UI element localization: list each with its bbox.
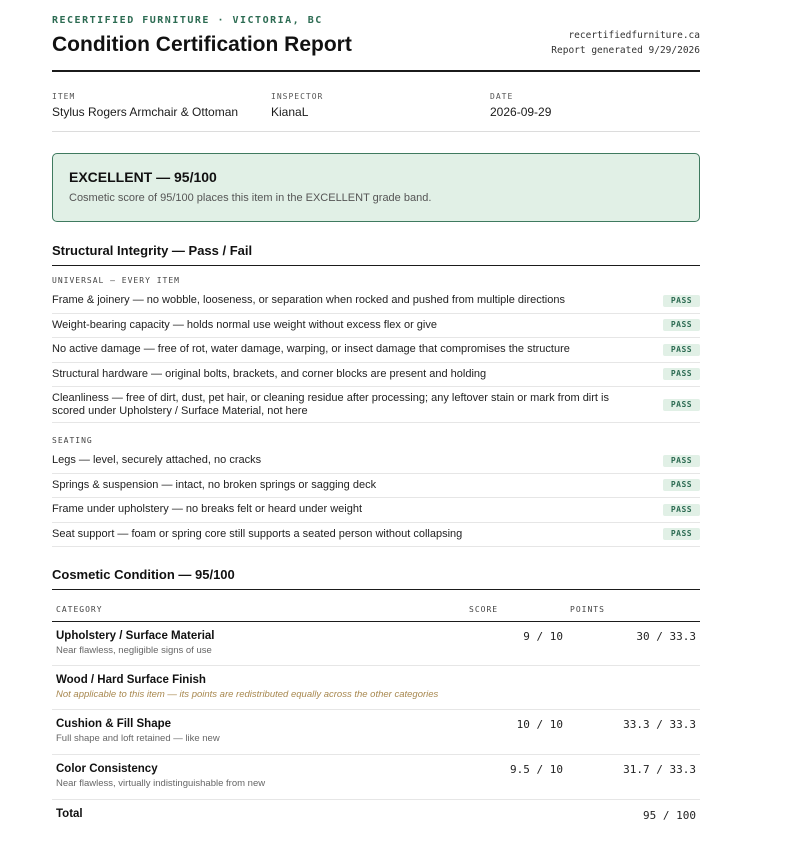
grade-summary-box [52,153,700,222]
status-badge: PASS [663,344,700,356]
check-row [52,449,700,474]
check-text: Frame under upholstery — no breaks felt or heard under weight [52,503,362,516]
cosmetic-category-description: Full shape and loft retained — like new [56,733,220,744]
brand-name: RECERTIFIED FURNITURE · VICTORIA, BC [52,15,323,26]
col-points-header: POINTS [570,605,605,614]
check-row [52,314,700,339]
meta-date [490,92,551,119]
status-badge: PASS [663,399,700,411]
cosmetic-category-name: Color Consistency [56,763,158,775]
cosmetic-row [52,666,700,710]
cosmetic-category-name: Cushion & Fill Shape [56,718,172,730]
site-url[interactable]: recertifiedfurniture.ca [568,30,700,41]
check-row [52,338,700,363]
grade-title: EXCELLENT — 95/100 [69,169,217,185]
cosmetic-table-body [52,622,700,800]
structural-section-title: Structural Integrity — Pass / Fail [52,243,700,266]
total-value: 95 / 100 [643,809,696,822]
check-row [52,523,700,548]
cosmetic-category-name: Upholstery / Surface Material [56,630,215,642]
meta-inspector-label: INSPECTOR [271,92,324,101]
cosmetic-score: 10 / 10 [516,718,563,731]
status-badge: PASS [663,528,700,540]
seating-check-list [52,449,700,547]
check-row [52,474,700,499]
cosmetic-category-description: Not applicable to this item — its points are redistributed equally across the other categories [56,689,439,700]
cosmetic-row [52,755,700,800]
grade-description: Cosmetic score of 95/100 places this item in the EXCELLENT grade band. [69,192,432,204]
check-text: Seat support — foam or spring core still supports a seated person without collapsing [52,527,463,540]
col-category-header: CATEGORY [56,605,103,614]
check-row [52,363,700,388]
status-badge: PASS [663,504,700,516]
status-badge: PASS [663,319,700,331]
cosmetic-score: 9 / 10 [523,630,563,643]
cosmetic-section-title: Cosmetic Condition — 95/100 [52,567,700,590]
cosmetic-score: 9.5 / 10 [510,763,563,776]
check-text: Frame & joinery — no wobble, looseness, or separation when rocked and pushed from multiple directions [52,294,565,307]
meta-item-label: ITEM [52,92,76,101]
meta-date-value: 2026-09-29 [490,105,552,119]
cosmetic-points: 33.3 / 33.3 [623,718,696,731]
cosmetic-points: 30 / 33.3 [636,630,696,643]
check-text: Structural hardware — original bolts, brackets, and corner blocks are present and holding [52,367,487,380]
meta-inspector-value: KianaL [271,105,309,119]
meta-item-value: Stylus Rogers Armchair & Ottoman [52,105,239,119]
cosmetic-category-description: Near flawless, virtually indistinguishable from new [56,778,266,789]
total-label: Total [56,808,83,820]
cosmetic-table-header [52,600,700,622]
report-meta [52,72,700,132]
col-score-header: SCORE [469,605,499,614]
cosmetic-row [52,710,700,755]
check-row [52,289,700,314]
meta-item [52,92,238,119]
cosmetic-category-description: Near flawless, negligible signs of use [56,645,212,656]
check-text: Weight-bearing capacity — holds normal use weight without excess flex or give [52,318,437,331]
status-badge: PASS [663,295,700,307]
meta-inspector [271,92,323,119]
seating-group-label: SEATING [52,436,93,445]
status-badge: PASS [663,368,700,380]
meta-date-label: DATE [490,92,514,101]
report-header [52,0,700,72]
cosmetic-total-row [52,800,700,830]
status-badge: PASS [663,479,700,491]
report-generated-date: Report generated 9/29/2026 [551,45,700,56]
check-text: No active damage — free of rot, water damage, warping, or insect damage that compromises the structure [52,343,570,356]
cosmetic-points: 31.7 / 33.3 [623,763,696,776]
check-text: Springs & suspension — intact, no broken springs or sagging deck [52,478,377,491]
universal-group-label: UNIVERSAL — EVERY ITEM [52,276,180,285]
check-text: Cleanliness — free of dirt, dust, pet hair, or cleaning residue after processing; any leftover stain or mark from dirt is scored under Upholstery / Surface Material, not here [52,391,609,417]
status-badge: PASS [663,455,700,467]
check-text: Legs — level, securely attached, no cracks [52,454,262,467]
page-title: Condition Certification Report [52,33,352,56]
check-row [52,387,700,423]
cosmetic-category-name: Wood / Hard Surface Finish [56,674,206,686]
check-row [52,498,700,523]
cosmetic-row [52,622,700,666]
universal-check-list [52,289,700,423]
